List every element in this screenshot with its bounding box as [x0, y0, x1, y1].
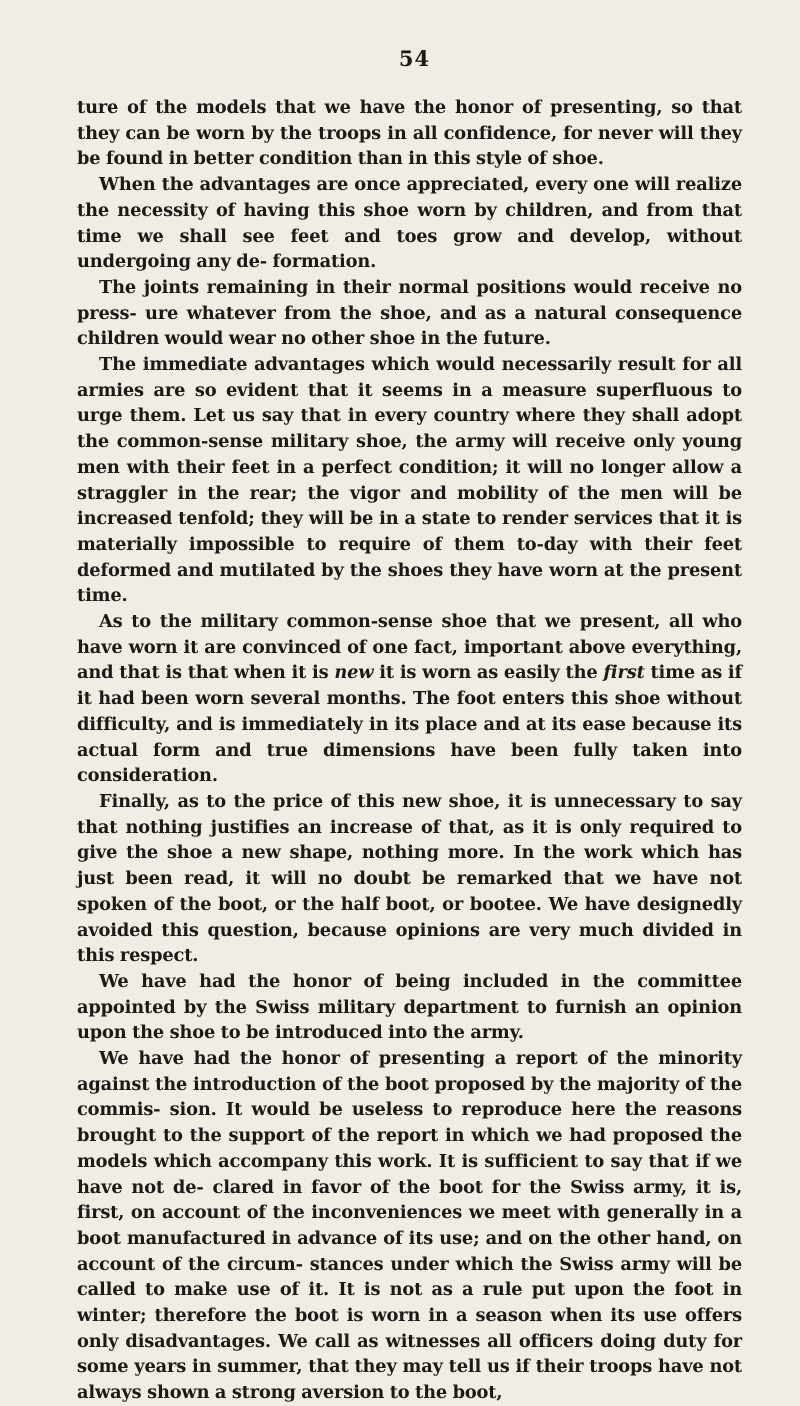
- page-number: 54: [398, 46, 431, 71]
- text-run: time as if it had been worn several months. The foot enters this shoe without difficulty, and is immediately in its place and at its ease because its actual form and true dimensions have been fully taken into consideration.: [77, 662, 742, 787]
- text-run: We have had the honor of being included in the committee appointed by the Swiss military department to furnish an opinion upon the shoe to be introduced into the army.: [77, 970, 742, 1044]
- text-run: When the advantages are once appreciated, every one will realize the necessity of having this shoe worn by children, and from that time we shall see feet and toes grow and develop, without undergoing any de- formation.: [77, 174, 742, 273]
- italic-text: first: [603, 662, 645, 684]
- text-run: As to the military common-sense shoe that we present, all who have worn it are convinced of one fact, important above everything, and that is that when it is: [77, 611, 742, 684]
- italic-text: new: [334, 662, 374, 684]
- paragraph: [77, 789, 742, 969]
- text-run: Finally, as to the price of this new shoe, it is unnecessary to say that nothing justifies an increase of that, as it is only required to give the shoe a new shape, nothing more. In the work which has just been read, it will no doubt be remarked that we have not spoken of the boot, or the half boot, or bootee. We have designedly avoided this question, because opinions are very much divided in this respect.: [77, 790, 742, 967]
- body-text: [77, 95, 742, 1406]
- text-run: it is worn as easily the: [373, 662, 604, 684]
- paragraph: [77, 172, 742, 275]
- text-run: We have had the honor of presenting a report of the minority against the introduction of the boot proposed by the majority of the commis- sion. It would be useless to reproduce here the reasons brought to the support of the report in which we had proposed the models which accompany this work. It is sufficient to say that if we have not de- clared in favor of the boot for the Swiss army, it is, first, on account of the inconveniences we meet with generally in a boot manufactured in advance of its use; and on the other hand, on account of the circum- stances under which the Swiss army will be called to make use of it. It is not as a rule put upon the foot in winter; therefore the boot is worn in a season when its use offers only disadvantages. We call as witnesses all officers doing duty for some years in summer, that they may tell us if their troops have not always shown a strong aversion to the boot,: [77, 1048, 742, 1404]
- paragraph: [77, 609, 742, 789]
- paragraph: [77, 352, 742, 609]
- paragraph: [77, 95, 742, 172]
- text-run: The immediate advantages which would necessarily result for all armies are so evident that it seems in a measure superfluous to urge them. Let us say that in every country where they shall adopt the common-sense military shoe, the army will receive only young men with their feet in a perfect condition; it will no longer allow a straggler in the rear; the vigor and mobility of the men will be increased tenfold; they will be in a state to render services that it is materially impossible to require of them to-day with their feet deformed and mutilated by the shoes they have worn at the present time.: [77, 354, 742, 607]
- paragraph: [77, 275, 742, 352]
- text-run: The joints remaining in their normal positions would receive no press- ure whatever from the shoe, and as a natural consequence children would wear no other shoe in the future.: [77, 276, 742, 350]
- text-run: ture of the models that we have the honor of presenting, so that they can be worn by the troops in all confidence, for never will they be found in better condition than in this style of shoe.: [77, 97, 742, 170]
- paragraph: [77, 969, 742, 1046]
- paragraph: [77, 1046, 742, 1406]
